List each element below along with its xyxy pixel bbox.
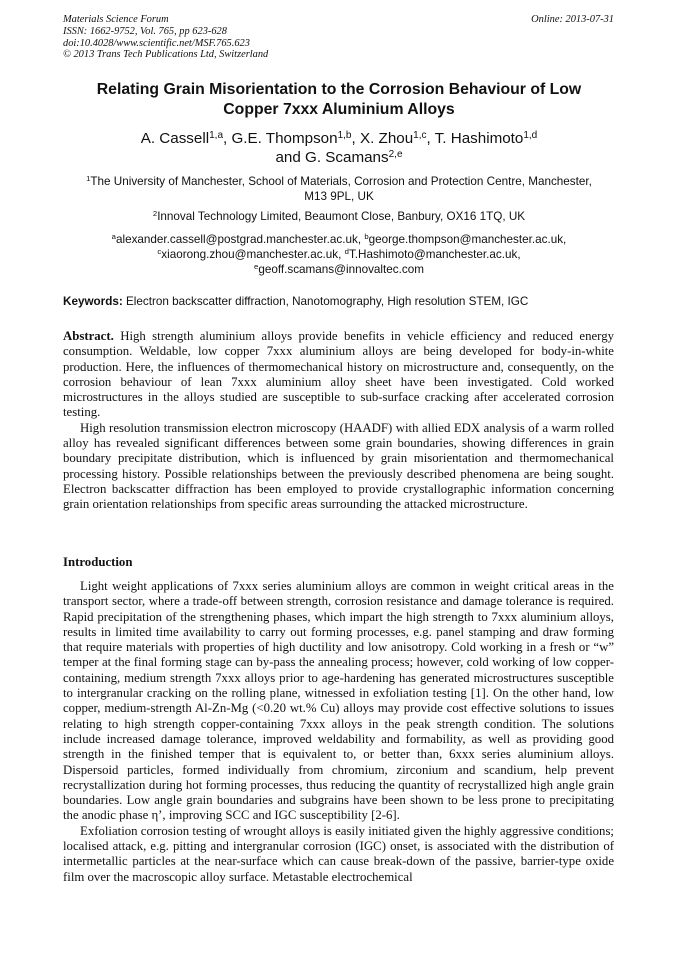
- introduction-body: [63, 579, 614, 885]
- authors-line-2: and G. Scamans$^{2,e}$: [275, 148, 403, 166]
- section-heading-introduction: Introduction: [63, 555, 133, 569]
- abstract-label: Abstract.: [63, 329, 114, 343]
- paper-title: [60, 80, 618, 120]
- author-sup: 2,e: [388, 148, 403, 160]
- authors-line-1: A. Cassell$^{1,a}$, G.E. Thompson$^{1,b}$, X. Zhou$^{1,c}$, T. Hashimoto$^{1,d}$: [140, 129, 538, 147]
- journal-name: Materials Science Forum: [63, 14, 169, 25]
- email-e[interactable]: geoff.scamans@innovaltec.com: [258, 263, 424, 276]
- affiliation-1: [60, 174, 618, 204]
- email-sup: a: [111, 232, 116, 242]
- author-name: X. Zhou: [359, 130, 414, 147]
- author-sup: 1,a: [209, 129, 224, 141]
- affiliation-text: M13 9PL, UK: [304, 190, 374, 203]
- abstract: [63, 329, 614, 513]
- email-block: [60, 232, 618, 277]
- author-name: G. Scamans: [305, 149, 389, 166]
- email-sup: c: [157, 247, 162, 257]
- title-line-2: Copper 7xxx Aluminium Alloys: [223, 101, 455, 118]
- author-sup: 1,c: [413, 129, 427, 141]
- author-sup: 1,d: [523, 129, 538, 141]
- affiliation-2: [60, 209, 618, 224]
- email-sup: b: [364, 232, 369, 242]
- email-sup: d: [344, 247, 349, 257]
- email-sup: e: [254, 262, 259, 272]
- keywords-label: Keywords:: [63, 295, 123, 308]
- keywords: [63, 294, 614, 309]
- author-name: T. Hashimoto: [434, 130, 524, 147]
- author-sup: 1,b: [337, 129, 352, 141]
- author-name: A. Cassell: [140, 130, 210, 147]
- journal-header: [63, 14, 614, 61]
- abstract-paragraph-1: [63, 329, 614, 421]
- online-date: Online: 2013-07-31: [531, 14, 614, 25]
- affiliation-text: Innoval Technology Limited, Beaumont Close, Banbury, OX16 1TQ, UK: [157, 210, 526, 223]
- issn-line: ISSN: 1662-9752, Vol. 765, pp 623-628: [63, 25, 227, 37]
- author-list: [60, 129, 618, 167]
- keywords-text: Electron backscatter diffraction, Nanotomography, High resolution STEM, IGC: [126, 295, 529, 308]
- title-line-1: Relating Grain Misorientation to the Corrosion Behaviour of Low: [96, 81, 582, 98]
- email-d[interactable]: T.Hashimoto@manchester.ac.uk,: [348, 248, 521, 261]
- abstract-text: High strength aluminium alloys provide benefits in vehicle efficiency and reduced energy consumption. Weldable, low copper 7xxx aluminium alloys are being developed for body-in-white production. Here, the influences of thermomechanical history on microstructure and, consequently, on the corrosion behaviour of lean 7xxx aluminium alloy sheet have been investigated. Cold worked microstructures in the alloys studied are susceptible to sub-surface cracking after accelerated corrosion testing.: [63, 329, 615, 420]
- email-a[interactable]: alexander.cassell@postgrad.manchester.ac.uk,: [115, 233, 362, 246]
- abstract-paragraph-2: High resolution transmission electron microscopy (HAADF) with allied EDX analysis of a warm rolled alloy has revealed significant differences between some grain boundaries, showing differences in grain boundary precipitate distribution, which is influenced by grain misorientation and thermomechanical processing history. Possible relationships between the previously described phenomena are being sought. Electron backscatter diffraction has been employed to provide crystallographic information concerning grain orientation relationships from specific areas surrounding the attacked microstructure.: [63, 420, 614, 512]
- affiliation-sup: 2: [152, 209, 158, 219]
- affiliation-sup: 1: [86, 174, 91, 184]
- author-name: G.E. Thompson: [231, 130, 338, 147]
- doi-line: doi:10.4028/www.scientific.net/MSF.765.623: [63, 37, 250, 49]
- email-b[interactable]: george.thompson@manchester.ac.uk,: [368, 233, 567, 246]
- affiliation-text: The University of Manchester, School of Materials, Corrosion and Protection Centre, Manchester,: [90, 175, 592, 188]
- email-c[interactable]: xiaorong.zhou@manchester.ac.uk,: [161, 248, 342, 261]
- intro-paragraph-2: Exfoliation corrosion testing of wrought alloys is easily initiated given the highly aggressive conditions; localised attack, e.g. pitting and intergranular corrosion (IGC) onset, is associated with the distribution of intermetallic particles at the near-surface which can cause break-down of the passive, barrier-type oxide film over the macroscopic alloy surface. Metastable electrochemical: [63, 823, 614, 884]
- intro-paragraph-1: Light weight applications of 7xxx series aluminium alloys are common in weight critical areas in the transport sector, where a trade-off between strength, corrosion resistance and damage tolerance is required. Rapid precipitation of the strengthening phases, which impart the high strength to 7xxx aluminium alloys, results in limited time availability to carry out forming processes, e.g. panel stamping and draw forming that require materials with properties of high ductility and low anisotropy. Cold working in a fresh or “w” temper at the final forming stage can by-pass the annealing process; however, cold working of low copper-containing, medium strength 7xxx alloys prior to age-hardening has generated microstructures susceptible to intergranular cracking on the rolling plane, witnessed in exfoliation testing [1]. On the other hand, low copper, medium-strength Al-Zn-Mg (<0.20 wt.% Cu) alloys may provide cost effective solutions to issues relating to high strength copper-containing 7xxx alloys in the peak strength condition. The solutions include increased damage tolerance, improved weldability and formability, as well as providing good strength in the finished temper that is equivalent to, or better than, 6xxx series aluminium alloys. Dispersoid particles, formed individually from chromium, zirconium and scandium, help prevent recrystallization during hot forming processes, thus reducing the quantity of recrystallized high angle grain boundaries. Low angle grain boundaries and subgrains have been shown to be less prone to precipitating the anodic phase η’, improving SCC and IGC susceptibility [2-6].: [63, 579, 614, 823]
- copyright-line: © 2013 Trans Tech Publications Ltd, Switzerland: [63, 49, 269, 61]
